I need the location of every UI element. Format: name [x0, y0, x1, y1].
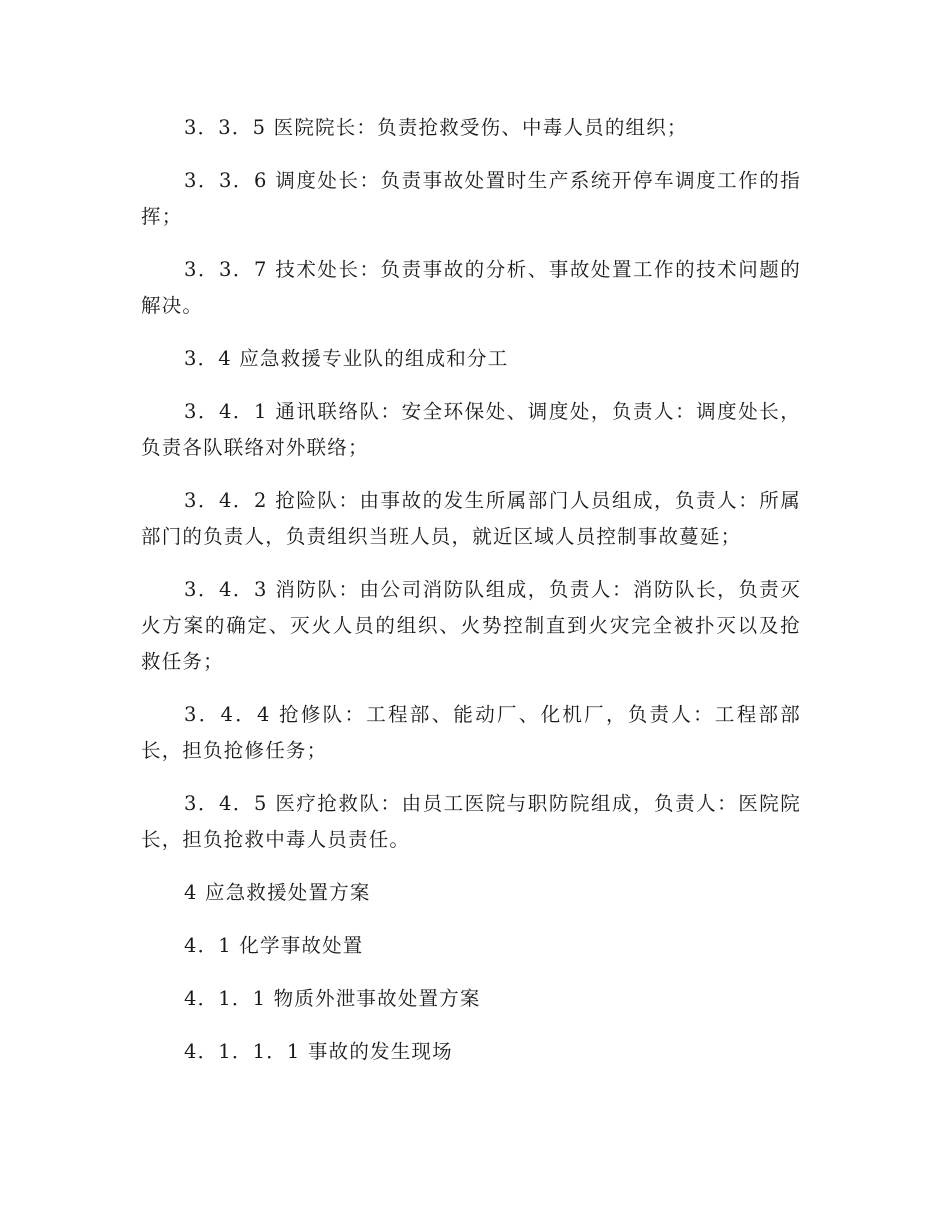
- paragraph-3-4-2: 3．4．2 抢险队：由事故的发生所属部门人员组成，负责人：所属部门的负责人，负责组织当班人员，就近区域人员控制事故蔓延；: [141, 489, 801, 548]
- heading-4-1: 4．1 化学事故处置: [184, 934, 364, 957]
- heading-3-4: 3．4 应急救援专业队的组成和分工: [184, 347, 509, 370]
- paragraph-3-4-3: 3．4．3 消防队：由公司消防队组成，负责人：消防队长，负责灭火方案的确定、灭火人员的组织、火势控制直到火灾完全被扑灭以及抢救任务；: [141, 578, 801, 673]
- document-body: [141, 110, 801, 1087]
- paragraph-3-3-6: 3．3．6 调度处长：负责事故处置时生产系统开停车调度工作的指挥；: [141, 169, 801, 228]
- heading-4: 4 应急救援处置方案: [184, 881, 371, 904]
- heading-4-1-1: 4．1．1 物质外泄事故处置方案: [184, 987, 481, 1010]
- paragraph-3-3-7: 3．3．7 技术处长：负责事故的分析、事故处置工作的技术问题的解决。: [141, 258, 801, 317]
- heading-4-1-1-1: 4．1．1．1 事故的发生现场: [184, 1040, 453, 1063]
- paragraph-3-3-5: 3．3．5 医院院长：负责抢救受伤、中毒人员的组织；: [184, 116, 688, 139]
- paragraph-3-4-1: 3．4．1 通讯联络队：安全环保处、调度处，负责人：调度处长，负责各队联络对外联络；: [141, 400, 801, 459]
- paragraph-3-4-5: 3．4．5 医疗抢救队：由员工医院与职防院组成，负责人：医院院长，担负抢救中毒人员责任。: [141, 792, 801, 851]
- paragraph-3-4-4: 3．4．4 抢修队：工程部、能动厂、化机厂，负责人：工程部部长，担负抢修任务；: [141, 703, 801, 762]
